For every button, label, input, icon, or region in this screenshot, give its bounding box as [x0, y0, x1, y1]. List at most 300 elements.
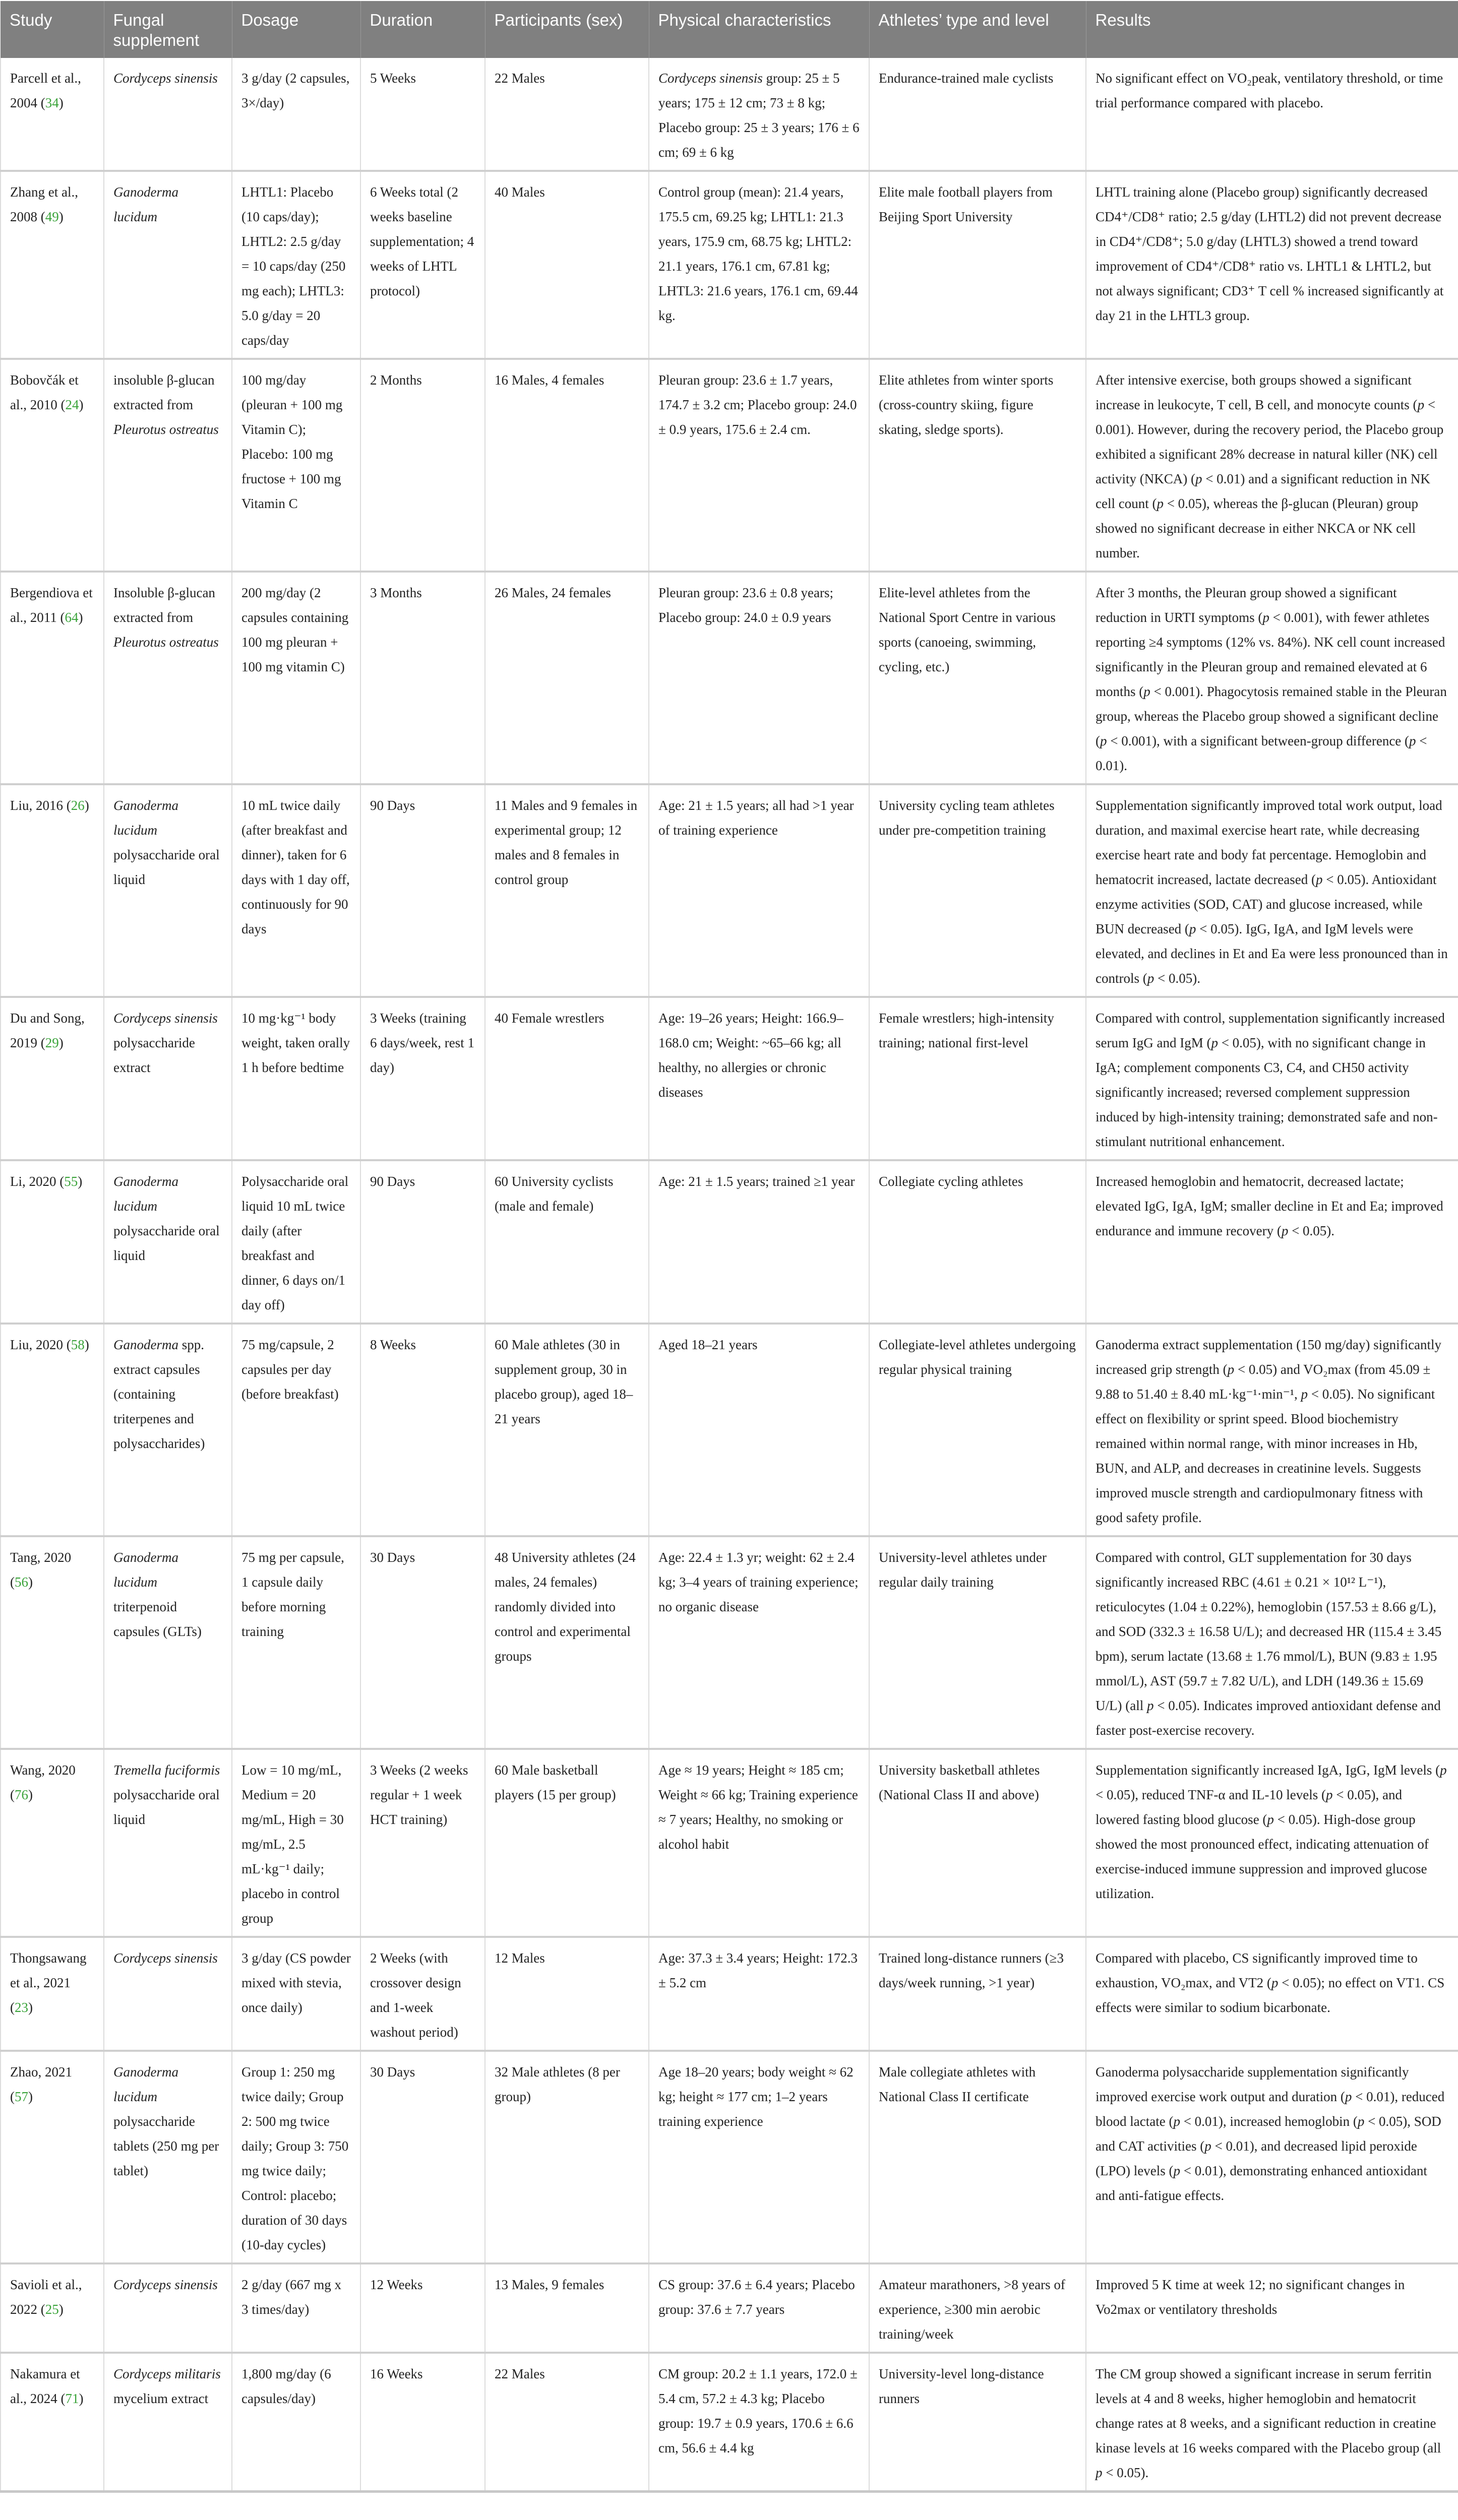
cell-text: 11 Males and 9 females in experimental group; 12 males and 8 females in control group [495, 798, 638, 887]
cell-text: < 0.05). IgG, IgA, and IgM levels were elevated, and declines in Et and Ea were less pronounced than in controls ( [1096, 921, 1448, 986]
header-athletes-type: Athletes’ type and level [869, 1, 1086, 58]
italic-text: p [1281, 1223, 1289, 1238]
italic-text: Ganoderma lucidum [113, 798, 178, 838]
cell-text: 40 Female wrestlers [495, 1011, 604, 1026]
participants-cell [485, 359, 649, 572]
cell-text: ) [58, 2302, 64, 2317]
fungal-supplement-cell [104, 572, 232, 784]
athletes-type-cell [869, 1324, 1086, 1536]
cell-text: Nakamura et al., 2024 ( [10, 2366, 80, 2406]
italic-text: p [1173, 2163, 1180, 2178]
italic-text: p [1211, 1035, 1218, 1050]
duration-cell [360, 1536, 485, 1749]
dosage-cell [232, 1324, 360, 1536]
cell-text: After 3 months, the Pleuran group showed a significant reduction in URTI symptoms ( [1096, 585, 1397, 625]
participants-cell [485, 2353, 649, 2492]
cell-text: ) [58, 1035, 64, 1050]
study-cell [1, 2263, 104, 2353]
header-dosage: Dosage [232, 1, 360, 58]
cell-text: ) [28, 1574, 33, 1590]
participants-cell [485, 1324, 649, 1536]
cell-text: 8 Weeks [370, 1337, 416, 1352]
cell-text: Supplementation significantly increased IgA, IgG, IgM levels ( [1096, 1762, 1440, 1778]
italic-text: p [1157, 496, 1164, 511]
cell-text: < 0.05), with no significant change in IgA; complement components C3, C4, and CH50 activity significantly increased; reversed complement suppression induced by high-intensity training; demonstrated safe and non-stimulant nutritional enhancement. [1096, 1035, 1438, 1149]
cell-text: Male collegiate athletes with National Class II certificate [879, 2064, 1036, 2104]
cell-text: After intensive exercise, both groups showed a significant increase in leukocyte, T cell, B cell, and monocyte counts ( [1096, 372, 1418, 412]
italic-text: p [1267, 1812, 1274, 1827]
duration-cell [360, 1324, 485, 1536]
italic-text: p [1189, 921, 1196, 936]
results-cell [1086, 997, 1458, 1160]
reference-link[interactable]: 29 [45, 1035, 59, 1050]
athletes-type-cell [869, 997, 1086, 1160]
cell-text: < 0.05), and lowered fasting blood glucose ( [1096, 1787, 1402, 1827]
cell-text: 22 Males [495, 71, 545, 86]
cell-text: 12 Males [495, 1950, 545, 1966]
table-row [1, 997, 1458, 1160]
table-body [1, 58, 1458, 2492]
cell-text: ) [79, 2391, 84, 2406]
cell-text: University-level athletes under regular daily training [879, 1550, 1047, 1590]
header-participants: Participants (sex) [485, 1, 649, 58]
cell-text: 5 Weeks [370, 71, 416, 86]
cell-text: Age: 37.3 ± 3.4 years; Height: 172.3 ± 5.2 cm [658, 1950, 858, 1990]
dosage-cell [232, 171, 360, 359]
dosage-cell [232, 1160, 360, 1324]
cell-text: Age: 21 ± 1.5 years; all had >1 year of training experience [658, 798, 854, 838]
fungal-supplement-cell [104, 1536, 232, 1749]
cell-text: 2 Weeks (with crossover design and 1-week washout period) [370, 1950, 461, 2040]
cell-text: Control group (mean): 21.4 years, 175.5 cm, 69.25 kg; LHTL1: 21.3 years, 175.9 cm, 68.75 kg; LHTL2: 21.1 years, 176.1 cm, 67.81 kg; LHTL3: 21.6 years, 176.1 cm, 69.44 kg. [658, 184, 858, 323]
table-row [1, 1937, 1458, 2051]
reference-link[interactable]: 58 [71, 1337, 85, 1352]
duration-cell [360, 1160, 485, 1324]
study-cell [1, 171, 104, 359]
cell-text: Increased hemoglobin and hematocrit, decreased lactate; elevated IgG, IgA, IgM; smaller decline in Et and Ea; improved endurance and immune recovery ( [1096, 1174, 1443, 1238]
cell-text: Parcell et al., 2004 ( [10, 71, 81, 110]
cell-text: < 0.05), reduced TNF-α and IL-10 levels ( [1096, 1787, 1326, 1802]
italic-text: Ganoderma lucidum [113, 1174, 178, 1214]
cell-text: < 0.01) and a significant reduction in NK cell count ( [1096, 471, 1430, 511]
cell-text: Polysaccharide oral liquid 10 mL twice daily (after breakfast and dinner, 6 days on/1 day off) [241, 1174, 349, 1312]
results-cell [1086, 2051, 1458, 2263]
fungal-supplement-cell [104, 2263, 232, 2353]
results-cell [1086, 1160, 1458, 1324]
cell-text: ) [58, 209, 64, 224]
cell-text: Collegiate-level athletes undergoing regular physical training [879, 1337, 1076, 1377]
cell-text: polysaccharide tablets (250 mg per tablet) [113, 2114, 219, 2178]
italic-text: Cordyceps sinensis [113, 1011, 218, 1026]
dosage-cell [232, 1749, 360, 1937]
dosage-cell [232, 1536, 360, 1749]
italic-text: p [1345, 2089, 1352, 2104]
reference-link[interactable]: 55 [64, 1174, 78, 1189]
results-cell [1086, 572, 1458, 784]
italic-text: p [1173, 2114, 1180, 2129]
cell-text: Liu, 2016 ( [10, 798, 71, 813]
participants-cell [485, 1749, 649, 1937]
cell-text: Collegiate cycling athletes [879, 1174, 1023, 1189]
fungal-supplement-cell [104, 2353, 232, 2492]
cell-text: ) [28, 1787, 33, 1802]
cell-text: triterpenoid capsules (GLTs) [113, 1599, 202, 1639]
cell-text: Wang, 2020 ( [10, 1762, 76, 1802]
duration-cell [360, 2051, 485, 2263]
cell-text: 2 g/day (667 mg x 3 times/day) [241, 2277, 341, 2317]
physical-characteristics-cell [649, 58, 869, 171]
physical-characteristics-cell [649, 572, 869, 784]
cell-text: polysaccharide oral liquid [113, 1787, 220, 1827]
study-cell [1, 1324, 104, 1536]
reference-link[interactable]: 34 [45, 95, 59, 110]
cell-text: Female wrestlers; high-intensity training; national first-level [879, 1011, 1054, 1050]
cell-text: 90 Days [370, 1174, 415, 1189]
physical-characteristics-cell [649, 1937, 869, 2051]
fungal-supplement-cell [104, 784, 232, 997]
table-row [1, 58, 1458, 171]
results-cell [1086, 171, 1458, 359]
table-row [1, 1749, 1458, 1937]
cell-text: Liu, 2020 ( [10, 1337, 71, 1352]
cell-text: Li, 2020 ( [10, 1174, 65, 1189]
italic-text: Cordyceps sinensis [113, 2277, 218, 2292]
cell-text: Pleuran group: 23.6 ± 1.7 years, 174.7 ± 3.2 cm; Placebo group: 24.0 ± 0.9 years, 175.6 ± 2.4 cm. [658, 372, 857, 437]
italic-text: Cordyceps sinensis [113, 71, 218, 86]
participants-cell [485, 1937, 649, 2051]
cell-text: 60 Male basketball players (15 per group) [495, 1762, 616, 1802]
cell-text: 3 Months [370, 585, 422, 600]
cell-text: 10 mL twice daily (after breakfast and dinner), taken for 6 days with 1 day off, continuously for 90 days [241, 798, 350, 936]
cell-text: < 0.05), whereas the β-glucan (Pleuran) group showed no significant decrease in either NKCA or NK cell number. [1096, 496, 1419, 560]
cell-text: < 0.01), reduced blood lactate ( [1096, 2089, 1445, 2129]
cell-text: < 0.001). However, during the recovery period, the Placebo group exhibited a significant 28% decrease in natural killer (NK) cell activity (NKCA) ( [1096, 397, 1444, 486]
reference-link[interactable]: 49 [45, 209, 59, 224]
italic-text: p [1357, 2114, 1365, 2129]
results-cell [1086, 784, 1458, 997]
cell-text: Age: 19–26 years; Height: 166.9–168.0 cm; Weight: ~65–66 kg; all healthy, no allergies or chronic diseases [658, 1011, 843, 1100]
dosage-cell [232, 784, 360, 997]
cell-text: < 0.05). No significant effect on flexibility or sprint speed. Blood biochemistry remained within normal range, with minor increases in Hb, BUN, and ALP, and decreases in creatinine levels. Suggests improved muscle strength and cardiopulmonary fitness with good safety profile. [1096, 1387, 1435, 1525]
cell-text: Low = 10 mg/mL, Medium = 20 mg/mL, High = 30 mg/mL, 2.5 mL·kg⁻¹ daily; placebo in control group [241, 1762, 344, 1926]
italic-text: p [1143, 684, 1150, 699]
cell-text: 3 g/day (CS powder mixed with stevia, once daily) [241, 1950, 351, 2015]
cell-text: 90 Days [370, 798, 415, 813]
cell-text: ) [78, 610, 83, 625]
duration-cell [360, 2353, 485, 2492]
table-row [1, 1160, 1458, 1324]
italic-text: p [1262, 610, 1269, 625]
italic-text: p [1315, 872, 1323, 887]
fungal-supplement-cell [104, 1749, 232, 1937]
reference-link[interactable]: 56 [15, 1574, 28, 1590]
duration-cell [360, 1937, 485, 2051]
dosage-cell [232, 572, 360, 784]
cell-text: University-level long-distance runners [879, 2366, 1044, 2406]
duration-cell [360, 359, 485, 572]
cell-text: < 0.01), demonstrating enhanced antioxidant and anti-fatigue effects. [1096, 2163, 1427, 2203]
cell-text: 16 Males, 4 females [495, 372, 604, 388]
cell-text: ) [78, 1174, 83, 1189]
cell-text: < 0.001), with a significant between-group difference ( [1107, 733, 1410, 748]
participants-cell [485, 997, 649, 1160]
cell-text: 60 University cyclists (male and female) [495, 1174, 614, 1214]
reference-link[interactable]: 24 [65, 397, 79, 412]
cell-text: Supplementation significantly improved total work output, load duration, and maximal exercise heart rate, while decreasing exercise heart rate and body fat percentage. Hemoglobin and hematocrit increased, lactate decreased ( [1096, 798, 1442, 887]
participants-cell [485, 58, 649, 171]
fungal-supplement-cell [104, 1937, 232, 2051]
fungal-supplement-cell [104, 58, 232, 171]
reference-link[interactable]: 57 [15, 2089, 28, 2104]
cell-text: polysaccharide oral liquid [113, 847, 220, 887]
cell-text: ) [58, 95, 64, 110]
cell-text: group: 25 ± 5 years; 175 ± 12 cm; 73 ± 8 kg; Placebo group: 25 ± 3 years; 176 ± 6 cm; 69 ± 6 kg [658, 71, 860, 160]
reference-link[interactable]: 26 [71, 798, 85, 813]
dosage-cell [232, 2353, 360, 2492]
cell-text: Ganoderma polysaccharide supplementation significantly improved exercise work output and duration ( [1096, 2064, 1409, 2104]
dosage-cell [232, 997, 360, 1160]
athletes-type-cell [869, 359, 1086, 572]
cell-text: Ganoderma extract supplementation (150 mg/day) significantly increased grip strength ( [1096, 1337, 1442, 1377]
table-row [1, 784, 1458, 997]
cell-text: University cycling team athletes under pre-competition training [879, 798, 1055, 838]
results-cell [1086, 359, 1458, 572]
participants-cell [485, 171, 649, 359]
cell-text: Elite-level athletes from the National Sport Centre in various sports (canoeing, swimming, cycling, etc.) [879, 585, 1056, 674]
cell-text: < 0.05) and VO₂max (from 45.09 ± 9.88 to 51.40 ± 8.40 mL·kg⁻¹·min⁻¹, [1096, 1362, 1431, 1402]
study-cell [1, 2353, 104, 2492]
cell-text: 40 Males [495, 184, 545, 200]
header-results: Results [1086, 1, 1458, 58]
cell-text: < 0.05). Antioxidant enzyme activities (SOD, CAT) and glucose increased, while BUN decreased ( [1096, 872, 1437, 936]
physical-characteristics-cell [649, 784, 869, 997]
cell-text: LHTL training alone (Placebo group) significantly decreased CD4⁺/CD8⁺ ratio; 2.5 g/day (LHTL2) did not prevent decrease in CD4⁺/CD8⁺; 5.0 g/day (LHTL3) showed a trend toward improvement of CD4⁺/CD8⁺ ratio vs. LHTL1 & LHTL2, but not always significant; CD3⁺ T cell % increased significantly at day 21 in the LHTL3 group. [1096, 184, 1444, 323]
reference-link[interactable]: 25 [45, 2302, 59, 2317]
physical-characteristics-cell [649, 1749, 869, 1937]
athletes-type-cell [869, 58, 1086, 171]
cell-text: Compared with control, GLT supplementation for 30 days significantly increased RBC (4.61 ± 0.21 × 10¹² L⁻¹), reticulocytes (1.04 ± 0.22%), hemoglobin (157.53 ± 8.66 g/L), and SOD (332.3 ± 16.58 U/L); and decreased HR (115.4 ± 3.45 bpm), serum lactate (13.68 ± 1.76 mmol/L), BUN (9.83 ± 1.95 mmol/L), AST (59.7 ± 7.82 U/L), and LDH (149.36 ± 15.69 U/L) (all [1096, 1550, 1442, 1713]
cell-text: polysaccharide extract [113, 1035, 195, 1075]
italic-text: Ganoderma lucidum [113, 1550, 178, 1590]
participants-cell [485, 2263, 649, 2353]
header-duration: Duration [360, 1, 485, 58]
italic-text: p [1195, 471, 1202, 486]
cell-text: < 0.001), with fewer athletes reporting ≥4 symptoms (12% vs. 84%). NK cell count increased significantly in the Pleuran group and remained elevated at 6 months ( [1096, 610, 1445, 699]
physical-characteristics-cell [649, 359, 869, 572]
italic-text: p [1440, 1762, 1447, 1778]
cell-text: Compared with control, supplementation significantly increased serum IgG and IgM ( [1096, 1011, 1445, 1050]
participants-cell [485, 1536, 649, 1749]
cell-text: Amateur marathoners, >8 years of experience, ≥300 min aerobic training/week [879, 2277, 1065, 2342]
cell-text: < 0.001). Phagocytosis remained stable in the Pleuran group, whereas the Placebo group showed a significant decline ( [1096, 684, 1447, 748]
reference-link[interactable]: 64 [65, 610, 79, 625]
cell-text: The CM group showed a significant increase in serum ferritin levels at 4 and 8 weeks, higher hemoglobin and hematocrit change rates at 8 weeks, and a significant reduction in creatine kinase levels at 16 weeks compared with the Placebo group (all [1096, 2366, 1441, 2455]
table-header [1, 1, 1458, 58]
cell-text: CS group: 37.6 ± 6.4 years; Placebo group: 37.6 ± 7.7 years [658, 2277, 855, 2317]
athletes-type-cell [869, 784, 1086, 997]
cell-text: Improved 5 K time at week 12; no significant changes in Vo2max or ventilatory thresholds [1096, 2277, 1405, 2317]
cell-text: 75 mg/capsule, 2 capsules per day (before breakfast) [241, 1337, 339, 1402]
cell-text: < 0.01). [1096, 733, 1427, 773]
results-cell [1086, 58, 1458, 171]
cell-text: Du and Song, 2019 ( [10, 1011, 85, 1050]
study-cell [1, 359, 104, 572]
dosage-cell [232, 2051, 360, 2263]
table-row [1, 2263, 1458, 2353]
italic-text: p [1146, 1698, 1154, 1713]
italic-text: p [1204, 2138, 1211, 2154]
physical-characteristics-cell [649, 1160, 869, 1324]
athletes-type-cell [869, 171, 1086, 359]
table-row [1, 2051, 1458, 2263]
cell-text: Thongsawang et al., 2021 ( [10, 1950, 87, 2015]
cell-text: ) [28, 2089, 33, 2104]
cell-text: 6 Weeks total (2 weeks baseline supplementation; 4 weeks of LHTL protocol) [370, 184, 474, 298]
study-cell [1, 2051, 104, 2263]
italic-text: p [1096, 2465, 1103, 2480]
participants-cell [485, 2051, 649, 2263]
cell-text: Compared with placebo, CS significantly improved time to exhaustion, VO₂max, and VT2 ( [1096, 1950, 1418, 1990]
header-study: Study [1, 1, 104, 58]
italic-text: p [1227, 1362, 1235, 1377]
cell-text: Group 1: 250 mg twice daily; Group 2: 500 mg twice daily; Group 3: 750 mg twice daily; Control: placebo; duration of 30 days (10-day cycles) [241, 2064, 349, 2252]
italic-text: p [1417, 397, 1425, 412]
cell-text: 3 Weeks (2 weeks regular + 1 week HCT training) [370, 1762, 468, 1827]
cell-text: 10 mg·kg⁻¹ body weight, taken orally 1 h before bedtime [241, 1011, 350, 1075]
cell-text: Aged 18–21 years [658, 1337, 758, 1352]
cell-text: 13 Males, 9 females [495, 2277, 604, 2292]
italic-text: Ganoderma [113, 1337, 178, 1352]
participants-cell [485, 784, 649, 997]
cell-text: ) [84, 1337, 89, 1352]
cell-text: < 0.05). [1288, 1223, 1335, 1238]
header-fungal-supplement: Fungal supplement [104, 1, 232, 58]
table-row [1, 171, 1458, 359]
study-cell [1, 1160, 104, 1324]
results-cell [1086, 1937, 1458, 2051]
cell-text: 48 University athletes (24 males, 24 females) randomly divided into control and experimental groups [495, 1550, 636, 1664]
cell-text: Elite athletes from winter sports (cross-country skiing, figure skating, sledge sports). [879, 372, 1054, 437]
study-cell [1, 1749, 104, 1937]
cell-text: Age ≈ 19 years; Height ≈ 185 cm; Weight ≈ 66 kg; Training experience ≈ 7 years; Healthy, no smoking or alcohol habit [658, 1762, 858, 1852]
cell-text: < 0.05). [1154, 971, 1200, 986]
duration-cell [360, 1749, 485, 1937]
study-cell [1, 572, 104, 784]
italic-text: Cordyceps sinensis [113, 1950, 218, 1966]
italic-text: Pleurotus ostreatus [113, 422, 219, 437]
fungal-supplement-cell [104, 1324, 232, 1536]
cell-text: 16 Weeks [370, 2366, 423, 2381]
participants-cell [485, 572, 649, 784]
cell-text: Tang, 2020 ( [10, 1550, 72, 1590]
cell-text: 26 Males, 24 females [495, 585, 611, 600]
fungal-supplement-cell [104, 1160, 232, 1324]
italic-text: p [1271, 1975, 1279, 1990]
physical-characteristics-cell [649, 1324, 869, 1536]
italic-text: p [1326, 1787, 1333, 1802]
results-cell [1086, 1324, 1458, 1536]
table-row [1, 359, 1458, 572]
duration-cell [360, 572, 485, 784]
cell-text: < 0.05). High-dose group showed the most pronounced effect, indicating attenuation of exercise-induced immune suppression and improved glucose utilization. [1096, 1812, 1429, 1901]
table-row [1, 2353, 1458, 2492]
athletes-type-cell [869, 572, 1086, 784]
cell-text: < 0.01), increased hemoglobin ( [1180, 2114, 1358, 2129]
cell-text: < 0.05). [1102, 2465, 1149, 2480]
athletes-type-cell [869, 2353, 1086, 2492]
study-cell [1, 784, 104, 997]
results-cell [1086, 1536, 1458, 1749]
cell-text: 200 mg/day (2 capsules containing 100 mg pleuran + 100 mg vitamin C) [241, 585, 349, 674]
header-row [1, 1, 1458, 58]
results-cell [1086, 1749, 1458, 1937]
physical-characteristics-cell [649, 2051, 869, 2263]
italic-text: p [1100, 733, 1107, 748]
cell-text: 32 Male athletes (8 per group) [495, 2064, 620, 2104]
cell-text: < 0.05). Indicates improved antioxidant defense and faster post-exercise recovery. [1096, 1698, 1441, 1738]
cell-text: ) [84, 798, 89, 813]
athletes-type-cell [869, 1536, 1086, 1749]
dosage-cell [232, 58, 360, 171]
study-cell [1, 58, 104, 171]
athletes-type-cell [869, 2051, 1086, 2263]
physical-characteristics-cell [649, 1536, 869, 1749]
reference-link[interactable]: 71 [65, 2391, 79, 2406]
fungal-supplement-cell [104, 171, 232, 359]
reference-link[interactable]: 23 [15, 2000, 28, 2015]
cell-text: LHTL1: Placebo (10 caps/day); LHTL2: 2.5 g/day = 10 caps/day (250 mg each); LHTL3: 5.0 g/day = 20 caps/day [241, 184, 346, 348]
cell-text: 1,800 mg/day (6 capsules/day) [241, 2366, 331, 2406]
cell-text: Bergendiova et al., 2011 ( [10, 585, 93, 625]
dosage-cell [232, 1937, 360, 2051]
duration-cell [360, 171, 485, 359]
cell-text: 60 Male athletes (30 in supplement group, 30 in placebo group), aged 18–21 years [495, 1337, 633, 1426]
duration-cell [360, 2263, 485, 2353]
duration-cell [360, 58, 485, 171]
reference-link[interactable]: 76 [15, 1787, 28, 1802]
cell-text: Zhang et al., 2008 ( [10, 184, 78, 224]
cell-text: ) [79, 397, 84, 412]
cell-text: Age 18–20 years; body weight ≈ 62 kg; height ≈ 177 cm; 1–2 years training experience [658, 2064, 854, 2129]
cell-text: ) [28, 2000, 33, 2015]
dosage-cell [232, 359, 360, 572]
cell-text: No significant effect on VO₂peak, ventilatory threshold, or time trial performance compared with placebo. [1096, 71, 1443, 110]
athletes-type-cell [869, 1749, 1086, 1937]
italic-text: Cordyceps militaris [113, 2366, 221, 2381]
participants-cell [485, 1160, 649, 1324]
cell-text: 3 Weeks (training 6 days/week, rest 1 day) [370, 1011, 474, 1075]
cell-text: polysaccharide oral liquid [113, 1223, 220, 1263]
cell-text: Age: 21 ± 1.5 years; trained ≥1 year [658, 1174, 855, 1189]
cell-text: Endurance-trained male cyclists [879, 71, 1054, 86]
italic-text: p [1301, 1387, 1308, 1402]
cell-text: < 0.05); no effect on VT1. CS effects were similar to sodium bicarbonate. [1096, 1975, 1445, 2015]
cell-text: 30 Days [370, 1550, 415, 1565]
italic-text: Tremella fuciformis [113, 1762, 220, 1778]
table-row [1, 572, 1458, 784]
cell-text: 22 Males [495, 2366, 545, 2381]
dosage-cell [232, 2263, 360, 2353]
cell-text: 100 mg/day (pleuran + 100 mg Vitamin C); Placebo: 100 mg fructose + 100 mg Vitamin C [241, 372, 343, 511]
athletes-type-cell [869, 2263, 1086, 2353]
duration-cell [360, 997, 485, 1160]
italic-text: p [1147, 971, 1155, 986]
italic-text: p [1409, 733, 1416, 748]
cell-text: Savioli et al., 2022 ( [10, 2277, 82, 2317]
results-cell [1086, 2353, 1458, 2492]
cell-text: < 0.05), SOD and CAT activities ( [1096, 2114, 1441, 2154]
cell-text: 75 mg per capsule, 1 capsule daily before morning training [241, 1550, 344, 1639]
